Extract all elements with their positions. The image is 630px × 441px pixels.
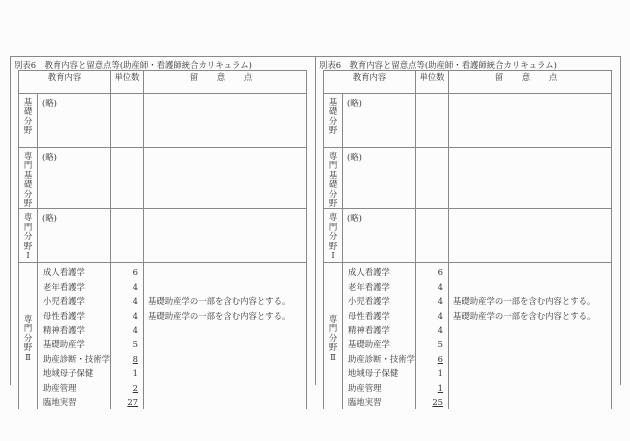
category-char: 基 <box>328 169 338 180</box>
notes-list <box>449 263 612 409</box>
unit-value <box>111 395 138 409</box>
subject-name: 小児看護学 <box>348 296 390 307</box>
unit-number: 1 <box>437 368 443 379</box>
category-char: 門 <box>328 160 338 171</box>
unit-number: 6 <box>437 267 443 278</box>
note-text <box>148 337 306 351</box>
category-char: 専 <box>328 313 338 324</box>
category-char: 分 <box>23 231 33 242</box>
unit-value <box>416 294 443 308</box>
category-char: 分 <box>23 188 33 199</box>
header-content: 教育内容 <box>19 71 111 94</box>
unit-value <box>416 366 443 380</box>
subject-name: 老年看護学 <box>348 281 390 292</box>
unit-number: 4 <box>437 281 443 292</box>
subject-name: 精神看護学 <box>43 325 85 335</box>
curriculum-table-page-left <box>10 56 316 407</box>
category-label <box>324 94 343 148</box>
notes-cell <box>449 209 612 263</box>
category-char: 基 <box>23 169 33 180</box>
category-char: Ⅱ <box>25 351 31 362</box>
header-row <box>324 71 612 94</box>
category-label <box>324 263 343 409</box>
note-text <box>453 395 611 409</box>
header-row <box>19 71 307 94</box>
unit-number: 1 <box>132 368 138 379</box>
category-char: 基 <box>23 97 33 107</box>
section-row-specialized-2 <box>19 263 307 409</box>
category-char: 門 <box>328 221 338 232</box>
unit-number: 4 <box>132 281 138 292</box>
omitted-text: (略) <box>343 209 416 263</box>
section-row <box>324 94 612 148</box>
section-row <box>19 148 307 209</box>
subject-name: 小児看護学 <box>43 296 85 307</box>
subject-name: 基礎助産学 <box>348 339 390 350</box>
category-label <box>19 263 38 409</box>
category-char: Ⅱ <box>330 351 336 362</box>
subject-name: 助産管理 <box>43 382 77 393</box>
subject-name: 地域母子保健 <box>348 368 399 379</box>
subject-list <box>343 263 416 409</box>
section-row <box>19 94 307 148</box>
subject-name: 母性看護学 <box>348 310 390 321</box>
category-char: 礎 <box>328 106 338 117</box>
unit-value <box>111 337 138 351</box>
header-units: 単位数 <box>111 71 144 94</box>
unit-number: 4 <box>132 325 138 335</box>
note-text <box>148 381 306 395</box>
category-char: 専 <box>328 212 338 223</box>
category-char: 礎 <box>23 106 33 117</box>
unit-value <box>111 352 138 366</box>
header-units: 単位数 <box>416 71 449 94</box>
header-notes: 留 意 点 <box>449 71 612 94</box>
notes-cell <box>144 148 307 209</box>
note-text <box>148 395 306 409</box>
category-char: 野 <box>328 342 338 353</box>
category-char: 分 <box>23 115 33 126</box>
note-text <box>453 323 611 337</box>
category-char: 専 <box>23 212 33 223</box>
unit-number: 4 <box>132 296 138 307</box>
curriculum-table-page-right <box>315 56 621 407</box>
unit-number: 25 <box>432 396 443 407</box>
note-text <box>453 366 611 380</box>
category-label <box>324 148 343 209</box>
header-notes: 留 意 点 <box>144 71 307 94</box>
category-label <box>324 209 343 263</box>
table-caption: 別表6 教育内容と留意点等(助産師・看護師統合カリキュラム) <box>14 60 252 70</box>
unit-value <box>416 352 443 366</box>
omitted-text: (略) <box>38 209 111 263</box>
notes-cell <box>144 94 307 148</box>
unit-number: 2 <box>132 382 138 393</box>
category-char: 分 <box>328 332 338 343</box>
note-text: 基礎助産学の一部を含む内容とする。 <box>453 296 596 307</box>
unit-number: 27 <box>127 396 138 407</box>
units-cell <box>416 209 449 263</box>
note-text <box>148 352 306 366</box>
omitted-text: (略) <box>38 148 111 209</box>
note-text: 基礎助産学の一部を含む内容とする。 <box>453 310 596 321</box>
category-char: 専 <box>328 151 338 161</box>
units-cell <box>416 148 449 209</box>
units-cell <box>416 94 449 148</box>
note-text <box>148 280 306 294</box>
unit-value <box>111 309 138 323</box>
category-label <box>19 148 38 209</box>
unit-value <box>416 309 443 323</box>
unit-number: 5 <box>437 339 443 350</box>
unit-value <box>416 337 443 351</box>
unit-value <box>416 381 443 395</box>
unit-value <box>111 294 138 308</box>
subject-name: 精神看護学 <box>348 325 390 335</box>
unit-number: 4 <box>437 310 443 321</box>
subject-name: 基礎助産学 <box>43 339 85 350</box>
note-text <box>453 337 611 351</box>
unit-value <box>416 395 443 409</box>
unit-value <box>416 323 443 337</box>
category-char: Ⅰ <box>26 250 30 261</box>
unit-value <box>111 323 138 337</box>
header-content: 教育内容 <box>324 71 416 94</box>
category-char: 門 <box>23 160 33 171</box>
unit-number: 1 <box>437 382 443 393</box>
units-list <box>416 263 449 409</box>
note-text <box>148 366 306 380</box>
category-char: 専 <box>23 151 33 161</box>
category-char: 野 <box>23 125 33 136</box>
unit-value <box>111 381 138 395</box>
note-text: 基礎助産学の一部を含む内容とする。 <box>148 296 291 307</box>
unit-number: 6 <box>437 353 443 364</box>
section-row <box>324 209 612 263</box>
notes-list <box>144 263 307 409</box>
units-list <box>111 263 144 409</box>
subject-name: 臨地実習 <box>43 396 77 407</box>
note-text <box>453 265 611 279</box>
note-text <box>148 323 306 337</box>
note-text <box>148 265 306 279</box>
unit-number: 4 <box>132 310 138 321</box>
unit-number: 8 <box>132 353 138 364</box>
category-char: 礎 <box>23 179 33 190</box>
category-char: 野 <box>328 198 338 209</box>
category-char: 分 <box>328 115 338 126</box>
curriculum-table <box>18 70 307 409</box>
subject-name: 助産診断・技術学 <box>43 353 110 364</box>
category-char: 門 <box>23 221 33 232</box>
omitted-text: (略) <box>343 148 416 209</box>
note-text <box>453 381 611 395</box>
table-caption: 別表6 教育内容と留意点等(助産師・看護師統合カリキュラム) <box>319 60 557 70</box>
note-text <box>453 280 611 294</box>
category-char: 分 <box>23 332 33 343</box>
category-char: 分 <box>328 188 338 199</box>
units-cell <box>111 94 144 148</box>
subject-name: 成人看護学 <box>43 267 85 278</box>
category-char: 野 <box>23 342 33 353</box>
unit-number: 4 <box>437 325 443 335</box>
subject-list <box>38 263 111 409</box>
subject-name: 助産管理 <box>348 382 382 393</box>
section-row <box>19 209 307 263</box>
unit-value <box>111 280 138 294</box>
unit-value <box>416 280 443 294</box>
subject-name: 地域母子保健 <box>43 368 94 379</box>
unit-value <box>111 265 138 279</box>
omitted-text: (略) <box>343 94 416 148</box>
category-char: 門 <box>23 323 33 334</box>
note-text: 基礎助産学の一部を含む内容とする。 <box>148 310 291 321</box>
units-cell <box>111 209 144 263</box>
category-char: 野 <box>23 198 33 209</box>
unit-number: 4 <box>437 296 443 307</box>
notes-cell <box>449 148 612 209</box>
unit-number: 5 <box>132 339 138 350</box>
curriculum-table <box>323 70 612 409</box>
category-char: 門 <box>328 323 338 334</box>
category-char: 分 <box>328 231 338 242</box>
section-row-specialized-2 <box>324 263 612 409</box>
category-char: 野 <box>328 240 338 251</box>
section-row <box>324 148 612 209</box>
subject-name: 助産診断・技術学 <box>348 353 415 364</box>
category-label <box>19 209 38 263</box>
unit-number: 6 <box>132 267 138 278</box>
category-char: 基 <box>328 97 338 107</box>
subject-name: 臨地実習 <box>348 396 382 407</box>
category-char: 礎 <box>328 179 338 190</box>
subject-name: 母性看護学 <box>43 310 85 321</box>
subject-name: 老年看護学 <box>43 281 85 292</box>
unit-value <box>416 265 443 279</box>
unit-value <box>111 366 138 380</box>
omitted-text: (略) <box>38 94 111 148</box>
category-char: 専 <box>23 313 33 324</box>
units-cell <box>111 148 144 209</box>
notes-cell <box>144 209 307 263</box>
category-char: 野 <box>23 240 33 251</box>
category-char: 野 <box>328 125 338 136</box>
category-char: Ⅰ <box>331 250 335 261</box>
subject-name: 成人看護学 <box>348 267 390 278</box>
category-label <box>19 94 38 148</box>
note-text <box>453 352 611 366</box>
notes-cell <box>449 94 612 148</box>
